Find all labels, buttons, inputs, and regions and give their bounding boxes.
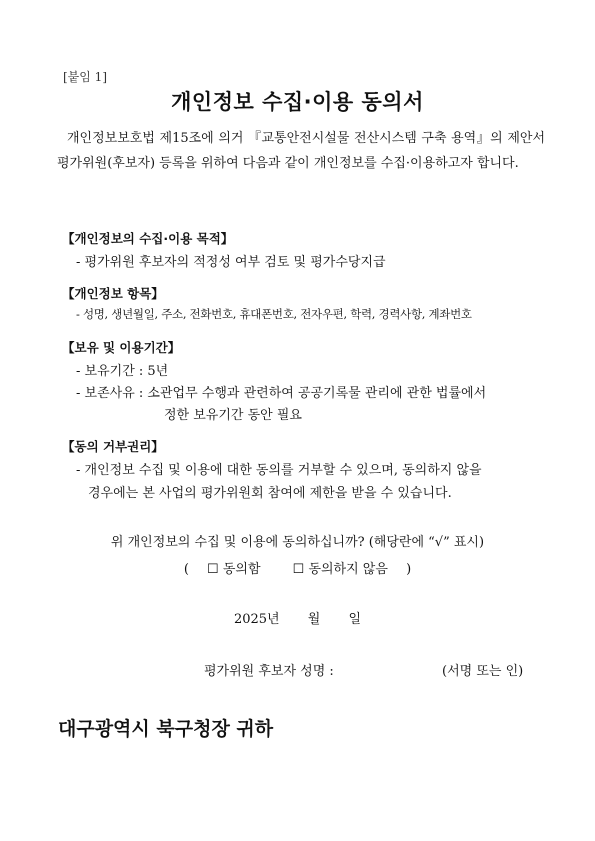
refusal-right-continuation: 경우에는 본 사업의 평가위원회 참여에 제한을 받을 수 있습니다.	[88, 486, 452, 501]
date-line	[0, 608, 595, 627]
signature-label: 평가위원 후보자 성명 :	[204, 664, 334, 679]
purpose-item: - 평가위원 후보자의 적정성 여부 검토 및 평가수당지급	[76, 255, 386, 270]
consent-options	[0, 558, 595, 577]
signature-hint: (서명 또는 인)	[442, 664, 524, 679]
agree-checkbox[interactable]: ☐ 동의함	[207, 562, 261, 577]
addressee: 대구광역시 북구청장 귀하	[58, 718, 274, 740]
section-heading-items: 【개인정보 항목】	[62, 286, 164, 301]
consent-question: 위 개인정보의 수집 및 이용에 동의하십니까? (해당란에 “√” 표시)	[110, 535, 485, 550]
options-open-paren: (	[183, 562, 189, 577]
retention-reason-item: - 보존사유 : 소관업무 수행과 관련하여 공공기록물 관리에 관한 법률에서	[76, 386, 487, 401]
options-close-paren: )	[406, 562, 412, 577]
attachment-label: [붙임 1]	[63, 70, 107, 84]
document-title: 개인정보 수집·이용 동의서	[171, 90, 424, 114]
date-day: 일	[348, 612, 362, 627]
collected-items-list: - 성명, 생년월일, 주소, 전화번호, 휴대폰번호, 전자우편, 학력, 경력사항, 계좌번호	[76, 307, 472, 321]
intro-paragraph: 개인정보보호법 제15조에 의거 『교통안전시설물 전산시스템 구축 용역』의 제안서 평가위원(후보자) 등록을 위하여 다음과 같이 개인정보를 수집·이용하고자 합니다.	[57, 131, 545, 171]
section-heading-refusal: 【동의 거부권리】	[62, 439, 164, 454]
refusal-right-item: - 개인정보 수집 및 이용에 대한 동의를 거부할 수 있으며, 동의하지 않을	[76, 463, 482, 478]
section-heading-retention: 【보유 및 이용기간】	[62, 340, 181, 355]
section-heading-purpose: 【개인정보의 수집·이용 목적】	[62, 231, 234, 246]
retention-period-item: - 보유기간 : 5년	[76, 364, 169, 379]
date-month: 월	[307, 612, 321, 627]
disagree-checkbox[interactable]: ☐ 동의하지 않음	[292, 562, 388, 577]
retention-reason-continuation: 정한 보유기간 동안 필요	[164, 408, 302, 423]
date-year: 2025년	[233, 612, 280, 627]
